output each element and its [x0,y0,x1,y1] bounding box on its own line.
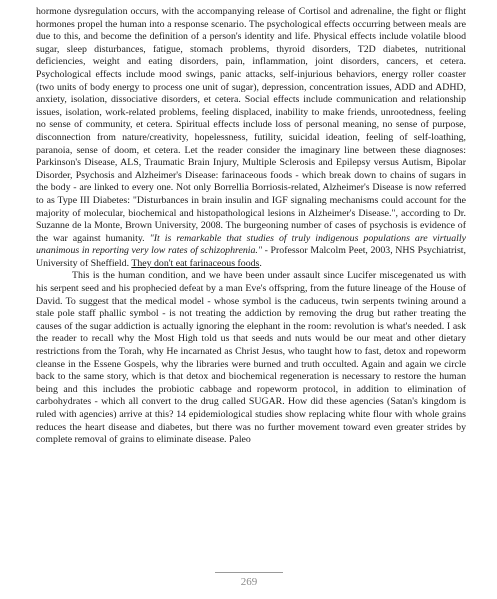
quote-attribution: - Professor Malcolm Peet, 2003, NHS Psychiatrist, University of Sheffield. [36,245,466,269]
paragraph-1-text: hormone dysregulation occurs, with the accompanying release of Cortisol and adrenaline, the fight or flight hormones propel the human into a response scenario. The psychological effects occurring between meals are due to this, and become the definition of a person's identity and life. Physical effects include volatile blood sugar, sleep disturbances, fatigue, stomach problems, thyroid disorders, T2D diabetes, nutritional deficiencies, weight and eating disorders, pain, inflammation, joint disorders, cancers, et cetera. Psychological effects include mood swings, panic attacks, self-injurious behaviors, energy roller coaster (two units of body energy to process one unit of sugar), depression, concentration issues, ADD and ADHD, anxiety, isolation, dissociative disorders, et cetera. Social effects include communication and relationship issues, isolation, work-related problems, feeling displaced, inability to make friends, unrootedness, feeling no sense of community, et cetera. Spiritual effects include loss of personal meaning, no sense of purpose, disconnection from nature/creativity, hopelessness, futility, suicidal ideation, feeling of self-loathing, paranoia, sense of doom, et cetera. Let the reader consider the imaginary line between these diagnoses: Parkinson's Disease, ALS, Traumatic Brain Injury, Multiple Sclerosis and Epilepsy versus Autism, Bipolar Disorder, Psychosis and Alzheimer's Disease: farinaceous foods - which break down to chains of sugars in the body - are linked to every one. Not only Borrellia Borriosis-related, Alzheimer's Disease is now referred to as Type III Diabetes: "Disturbances in brain insulin and IGF signaling mechanisms could account for the majority of molecular, biochemical and histopathological lesions in Alzheimer's Disease.", according to Dr. Suzanne de la Monte, Brown University, 2008. The burgeoning number of cases of psychosis is evidence of the war against humanity. [36,6,466,244]
schizophrenia-quote: "It is remarkable that studies of truly indigenous populations are virtually unanimous in reporting very low rates of schizophrenia." [36,232,466,257]
body-text [36,6,466,447]
paragraph-1 [36,6,466,270]
underlined-statement: They don't eat farinaceous foods [131,257,260,269]
paragraph-1-end: . [259,257,262,269]
paragraph-2 [36,270,466,446]
page-number: 269 [240,576,258,588]
footer-divider [215,572,283,573]
paragraph-2-text: This is the human condition, and we have been under assault since Lucifer miscegenated us with his serpent seed and his prophecied defeat by a man Eve's offspring, from the future lineage of the House of David. To suggest that the medical model - whose symbol is the caduceus, twin serpents twining around a stale pole staff phallic symbol - is not treating the addiction by removing the drug but rather treating the causes of the sugar addiction is actually ignoring the elephant in the room: revolution is what's needed. I ask the reader to recall why the Most High told us that seeds and nuts would be our meat and other dietary restrictions from the Torah, why He incarnated as Christ Jesus, who taught how to fast, detox and ropeworm cleanse in the Essene Gospels, why the libraries were burned and truth occulted. Again and again we circle back to the same story, which is that detox and biochemical regeneration is necessary to restore the human being and this includes the probiotic cabbage and ropeworm protocol, in addition to elimination of carbohydrates - which all convert to the drug called SUGAR. How did these agencies (Satan's kingdom is ruled with agencies) arrive at this? 14 epidemiological studies show replacing white flour with whole grains reduces the heart disease and diabetes, but there was no further movement toward even greater strides by complete removal of grains to eliminate disease. Paleo [36,270,466,446]
